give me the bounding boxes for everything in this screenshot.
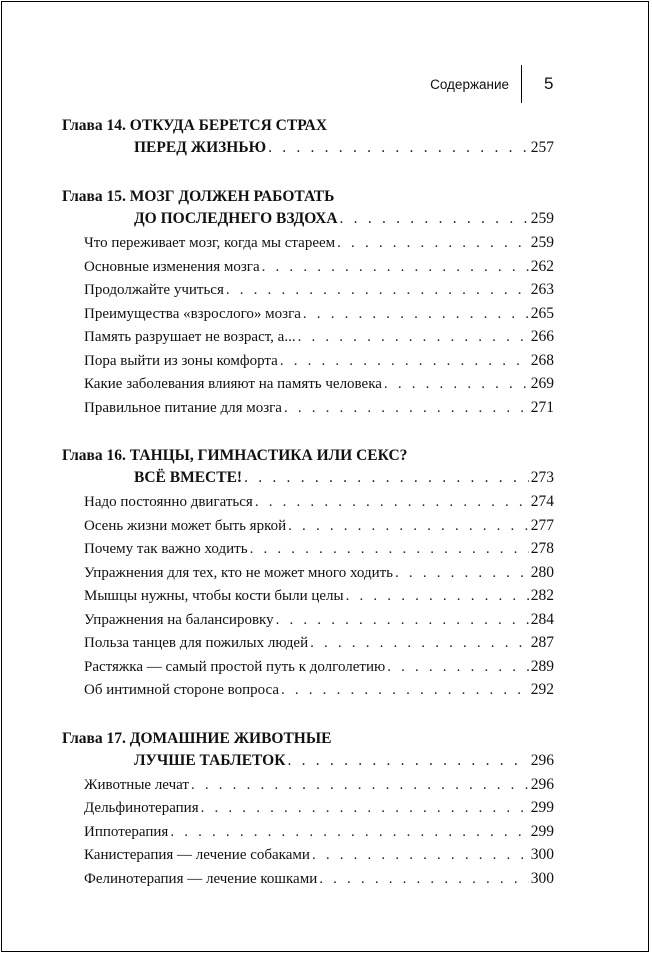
section-list (62, 231, 554, 419)
entry-page-number: 287 (530, 634, 554, 651)
book-page (1, 1, 649, 952)
toc-chapter (62, 115, 554, 160)
dot-leader (312, 844, 529, 868)
toc-entry (62, 490, 554, 514)
chapter-page-number: 257 (530, 139, 554, 156)
toc-entry (62, 608, 554, 632)
chapter-heading-continuation (62, 208, 554, 231)
toc-entry (62, 678, 554, 702)
entry-page-number: 284 (530, 610, 554, 628)
chapter-title-cont: ПЕРЕД ЖИЗНЬЮ (134, 139, 267, 156)
toc-entry (62, 278, 554, 302)
entry-page-number: 289 (530, 657, 554, 675)
toc-entry (62, 843, 554, 867)
toc-entry (62, 820, 554, 844)
entry-title: Об интимной стороне вопроса (84, 682, 279, 698)
dot-leader (170, 821, 528, 845)
chapter-heading: Глава 14. ОТКУДА БЕРЕТСЯ СТРАХ (62, 117, 328, 134)
dot-leader (280, 350, 529, 374)
toc-entry (62, 584, 554, 608)
chapter-page-number: 296 (530, 751, 554, 769)
entry-title: Память разрушает не возраст, а... (84, 329, 296, 345)
toc-entry (62, 231, 554, 255)
entry-page-number: 265 (530, 304, 554, 322)
chapter-heading: Глава 17. ДОМАШНИЕ ЖИВОТНЫЕ (62, 729, 332, 747)
dot-leader (191, 774, 529, 798)
entry-page-number: 300 (530, 846, 554, 863)
entry-page-number: 280 (530, 563, 554, 581)
entry-title: Почему так важно ходить (84, 541, 248, 557)
entry-page-number: 299 (530, 799, 554, 816)
dot-leader (387, 656, 529, 680)
toc-entry (62, 773, 554, 797)
entry-page-number: 299 (530, 822, 554, 840)
entry-title: Преимущества «взрослого» мозга (84, 305, 301, 322)
entry-title: Мышцы нужны, чтобы кости были целы (84, 588, 344, 604)
entry-page-number: 259 (530, 234, 554, 251)
toc-chapter (62, 445, 554, 702)
dot-leader (201, 797, 529, 821)
dot-leader (303, 303, 529, 327)
dot-leader (276, 609, 529, 633)
entry-page-number: 263 (530, 281, 554, 298)
entry-page-number: 292 (530, 681, 554, 698)
dot-leader (268, 137, 529, 159)
dot-leader (337, 232, 529, 256)
dot-leader (395, 562, 529, 586)
toc-chapter (62, 728, 554, 891)
toc-entry (62, 349, 554, 373)
entry-title: Иппотерапия (84, 823, 169, 840)
chapter-title-cont: ВСЁ ВМЕСТЕ! (134, 469, 243, 486)
toc-entry (62, 372, 554, 396)
dot-leader (287, 750, 528, 772)
toc-entry (62, 514, 554, 538)
entry-title: Канистерапия — лечение собаками (84, 847, 310, 863)
entry-title: Польза танцев для пожилых людей (84, 635, 309, 651)
entry-title: Продолжайте учиться (84, 282, 224, 298)
chapter-heading-continuation (62, 137, 554, 160)
toc-entry (62, 655, 554, 679)
toc-entry (62, 537, 554, 561)
dot-leader (284, 397, 529, 421)
dot-leader (244, 467, 529, 489)
toc-entry (62, 325, 554, 349)
dot-leader (250, 538, 529, 562)
chapter-page-number: 273 (530, 469, 554, 486)
entry-page-number: 278 (530, 540, 554, 557)
entry-title: Животные лечат (84, 776, 189, 793)
toc-entry (62, 796, 554, 820)
chapter-heading: Глава 15. МОЗГ ДОЛЖЕН РАБОТАТЬ (62, 188, 335, 205)
entry-title: Упражнения для тех, кто не может много ходить (84, 564, 394, 581)
entry-page-number: 262 (530, 257, 554, 275)
entry-title: Какие заболевания влияют на память человека (84, 376, 382, 392)
entry-page-number: 266 (530, 328, 554, 345)
dot-leader (340, 208, 529, 230)
entry-page-number: 296 (530, 775, 554, 793)
chapter-heading: Глава 16. ТАНЦЫ, ГИМНАСТИКА ИЛИ СЕКС? (62, 447, 408, 464)
entry-title: Дельфинотерапия (84, 800, 199, 816)
entry-page-number: 271 (530, 398, 554, 416)
dot-leader (255, 491, 529, 515)
section-list (62, 490, 554, 702)
dot-leader (384, 373, 529, 397)
entry-page-number: 268 (530, 351, 554, 369)
dot-leader (319, 868, 529, 892)
entry-title: Правильное питание для мозга (84, 399, 282, 416)
toc-entry (62, 302, 554, 326)
running-header (2, 65, 650, 105)
section-title: Содержание (430, 77, 509, 92)
toc-chapter (62, 186, 554, 419)
section-list (62, 773, 554, 891)
entry-title: Растяжка — самый простой путь к долголетию (84, 658, 386, 675)
entry-title: Фелинотерапия — лечение кошками (84, 870, 318, 887)
entry-title: Пора выйти из зоны комфорта (84, 352, 278, 369)
entry-page-number: 300 (530, 869, 554, 887)
entry-page-number: 269 (530, 375, 554, 392)
chapter-title-cont: ДО ПОСЛЕДНЕГО ВЗДОХА (134, 210, 338, 227)
entry-title: Основные изменения мозга (84, 258, 260, 275)
chapter-heading-continuation (62, 467, 554, 490)
table-of-contents (62, 115, 554, 916)
dot-leader (281, 679, 529, 703)
dot-leader (226, 279, 529, 303)
entry-title: Что переживает мозг, когда мы стареем (84, 235, 336, 251)
dot-leader (298, 326, 529, 350)
toc-entry (62, 396, 554, 420)
entry-title: Осень жизни может быть яркой (84, 517, 287, 534)
toc-entry (62, 631, 554, 655)
dot-leader (288, 515, 529, 539)
toc-entry (62, 867, 554, 891)
page-number: 5 (544, 74, 554, 93)
entry-page-number: 274 (530, 493, 554, 510)
toc-entry (62, 561, 554, 585)
entry-page-number: 282 (530, 587, 554, 604)
chapter-page-number: 259 (530, 210, 554, 227)
entry-title: Надо постоянно двигаться (84, 494, 253, 510)
dot-leader (346, 585, 529, 609)
header-divider (521, 65, 522, 103)
chapter-title-cont: ЛУЧШЕ ТАБЛЕТОК (134, 751, 286, 769)
dot-leader (310, 632, 529, 656)
chapter-heading-continuation (62, 750, 554, 773)
toc-entry (62, 255, 554, 279)
entry-title: Упражнения на балансировку (84, 611, 274, 628)
dot-leader (262, 256, 529, 280)
entry-page-number: 277 (530, 516, 554, 534)
